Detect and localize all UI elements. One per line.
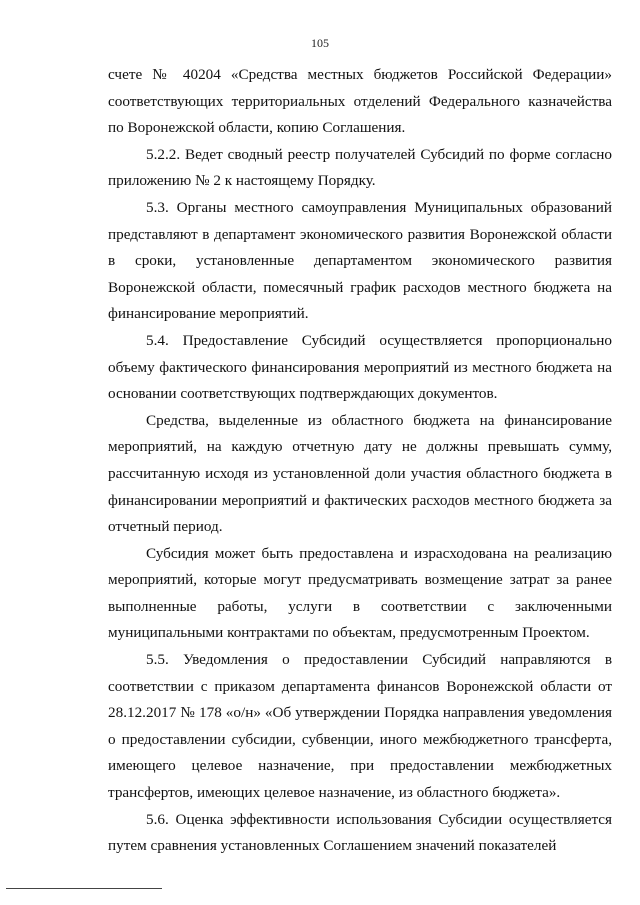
paragraph-5-6: 5.6. Оценка эффективности использования Субсидии осуществляется путем сравнения установленных Соглашением значений показателей — [108, 810, 612, 855]
paragraph-5-5: 5.5. Уведомления о предоставлении Субсидий направляются в соответствии с приказом департамента финансов Воронежской области от 28.12.2017 № 178 «о/н» «Об утверждении Порядка направления уведомления о предоставлении субсидии, субвенции, иного межбюджетного трансферта, имеющего целевое назначение, при предоставлении межбюджетных трансфертов, имеющих целевое назначение, из областного бюджета». — [108, 651, 612, 802]
paragraph-5-3: 5.3. Органы местного самоуправления Муниципальных образований представляют в департамент экономического развития Воронежской области в сроки, установленные департаментом экономического развития Воронежской области, помесячный график расходов местного бюджета на финансирование мероприятий. — [108, 198, 612, 323]
paragraph-5-4: 5.4. Предоставление Субсидий осуществляется пропорционально объему фактического финансирования мероприятий из местного бюджета на основании соответствующих подтверждающих документов. — [108, 331, 612, 403]
footer-rule — [6, 888, 162, 889]
document-body — [108, 62, 612, 860]
paragraph-5-2-2: 5.2.2. Ведет сводный реестр получателей Субсидий по форме согласно приложению № 2 к настоящему Порядку. — [108, 145, 612, 190]
page-number: 105 — [311, 36, 329, 50]
paragraph-funds-limit: Средства, выделенные из областного бюджета на финансирование мероприятий, на каждую отчетную дату не должны превышать сумму, рассчитанную исходя из установленной доли участия областного бюджета в финансировании мероприятий и фактических расходов местного бюджета за отчетный период. — [108, 411, 612, 536]
paragraph-account-continuation: счете № 40204 «Средства местных бюджетов Российской Федерации» соответствующих территориальных отделений Федерального казначейства по Воронежской области, копию Соглашения. — [108, 66, 612, 137]
paragraph-subsidy-reimbursement: Субсидия может быть предоставлена и израсходована на реализацию мероприятий, которые могут предусматривать возмещение затрат за ранее выполненные работы, услуги в соответствии с заключенными муниципальными контрактами по объектам, предусмотренным Проектом. — [108, 544, 612, 642]
